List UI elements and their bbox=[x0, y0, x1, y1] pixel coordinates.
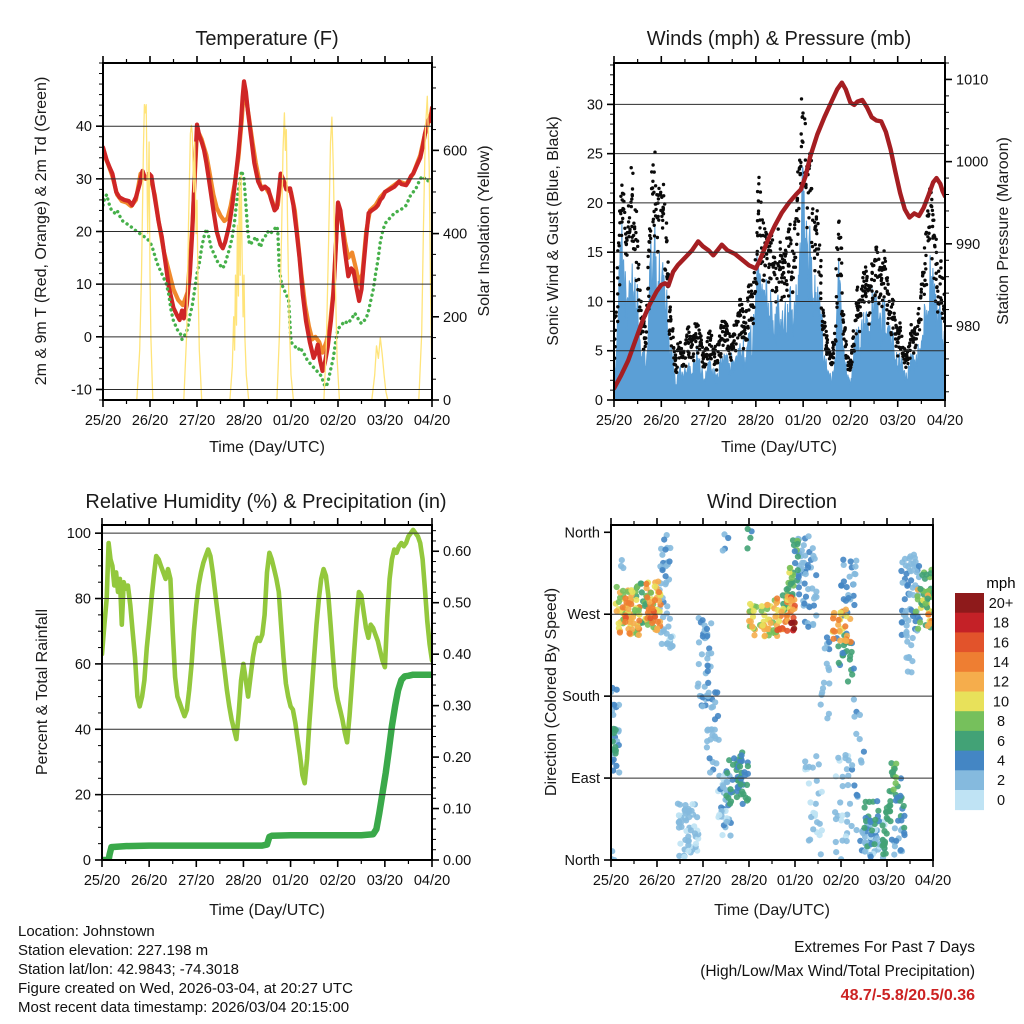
svg-text:600: 600 bbox=[443, 143, 468, 160]
svg-text:14: 14 bbox=[992, 654, 1010, 671]
svg-text:0: 0 bbox=[443, 393, 452, 409]
extremes-heading: Extremes For Past 7 Days bbox=[794, 939, 975, 956]
svg-text:25/20: 25/20 bbox=[83, 873, 121, 889]
svg-text:26/20: 26/20 bbox=[130, 873, 168, 889]
extremes-values: 48.7/-5.8/20.5/0.36 bbox=[840, 987, 975, 1004]
svg-text:20: 20 bbox=[586, 195, 603, 212]
svg-text:12: 12 bbox=[992, 674, 1010, 691]
axes-0 bbox=[71, 56, 467, 429]
series-total-rainfall bbox=[102, 675, 432, 860]
wind-direction-ylabel-left: Direction (Colored By Speed) bbox=[543, 587, 560, 797]
svg-text:27/20: 27/20 bbox=[178, 873, 215, 889]
svg-text:1000: 1000 bbox=[956, 154, 989, 171]
svg-text:0.10: 0.10 bbox=[443, 801, 472, 818]
humidity-ylabel-left: Percent & Total Rainfall bbox=[34, 608, 51, 776]
station-latlon: Station lat/lon: 42.9843; -74.3018 bbox=[18, 961, 240, 978]
svg-text:25/20: 25/20 bbox=[592, 873, 630, 889]
svg-text:40: 40 bbox=[75, 119, 92, 136]
svg-text:03/20: 03/20 bbox=[366, 413, 404, 429]
svg-text:25/20: 25/20 bbox=[84, 413, 122, 429]
svg-text:10: 10 bbox=[75, 277, 92, 294]
svg-text:60: 60 bbox=[74, 656, 91, 673]
svg-text:28/20: 28/20 bbox=[225, 413, 263, 429]
svg-text:03/20: 03/20 bbox=[366, 873, 404, 889]
svg-text:10: 10 bbox=[586, 294, 603, 311]
svg-text:400: 400 bbox=[443, 226, 468, 243]
svg-text:04/20: 04/20 bbox=[914, 873, 952, 889]
wind-direction-chart-title: Wind Direction bbox=[706, 491, 838, 513]
svg-text:10: 10 bbox=[992, 694, 1010, 711]
svg-text:6: 6 bbox=[996, 733, 1006, 750]
svg-text:40: 40 bbox=[74, 722, 91, 739]
speed-colorbar bbox=[955, 593, 1013, 810]
svg-text:0.00: 0.00 bbox=[443, 853, 472, 869]
svg-text:0.20: 0.20 bbox=[443, 750, 472, 767]
station-elevation: Station elevation: 227.198 m bbox=[18, 942, 209, 959]
most-recent-data-timestamp: Most recent data timestamp: 2026/03/04 20:15:00 bbox=[18, 999, 350, 1016]
temperature-series bbox=[103, 81, 432, 400]
svg-text:18: 18 bbox=[992, 615, 1010, 632]
svg-text:North: North bbox=[564, 525, 600, 542]
svg-text:04/20: 04/20 bbox=[926, 413, 964, 429]
extremes-subheading: (High/Low/Max Wind/Total Precipitation) bbox=[700, 963, 975, 980]
svg-text:26/20: 26/20 bbox=[638, 873, 676, 889]
winds-ylabel-left: Sonic Wind & Gust (Blue, Black) bbox=[545, 116, 562, 346]
series-relative-humidity bbox=[102, 530, 432, 783]
svg-text:16: 16 bbox=[992, 635, 1010, 652]
svg-text:20: 20 bbox=[74, 787, 91, 804]
svg-text:200: 200 bbox=[443, 309, 468, 326]
svg-text:1010: 1010 bbox=[956, 72, 989, 89]
svg-text:20: 20 bbox=[75, 224, 92, 241]
extremes-block bbox=[700, 936, 975, 1008]
svg-text:5: 5 bbox=[594, 343, 603, 360]
svg-text:26/20: 26/20 bbox=[131, 413, 169, 429]
svg-text:02/20: 02/20 bbox=[822, 873, 860, 889]
svg-text:North: North bbox=[564, 853, 600, 869]
svg-text:02/20: 02/20 bbox=[319, 873, 356, 889]
svg-text:0.60: 0.60 bbox=[443, 544, 472, 561]
humidity-series bbox=[102, 530, 432, 860]
svg-text:990: 990 bbox=[956, 236, 981, 253]
svg-text:0: 0 bbox=[996, 792, 1006, 809]
svg-text:West: West bbox=[567, 607, 600, 624]
figure-created-timestamp: Figure created on Wed, 2026-03-04, at 20:27 UTC bbox=[18, 980, 353, 997]
svg-text:0.40: 0.40 bbox=[443, 647, 472, 664]
svg-text:20+: 20+ bbox=[988, 595, 1014, 612]
svg-text:04/20: 04/20 bbox=[413, 413, 451, 429]
svg-text:04/20: 04/20 bbox=[413, 873, 451, 889]
svg-text:0: 0 bbox=[82, 853, 91, 869]
svg-text:30: 30 bbox=[586, 97, 603, 114]
svg-text:28/20: 28/20 bbox=[225, 873, 262, 889]
svg-text:80: 80 bbox=[74, 591, 91, 608]
svg-text:27/20: 27/20 bbox=[178, 413, 216, 429]
svg-text:100: 100 bbox=[66, 526, 91, 543]
svg-text:27/20: 27/20 bbox=[690, 413, 727, 429]
svg-text:0: 0 bbox=[83, 329, 92, 346]
svg-text:15: 15 bbox=[586, 245, 603, 262]
humidity-chart-title: Relative Humidity (%) & Precipitation (in) bbox=[85, 491, 447, 513]
svg-text:03/20: 03/20 bbox=[868, 873, 906, 889]
chart-layers bbox=[67, 56, 1014, 889]
svg-text:28/20: 28/20 bbox=[737, 413, 775, 429]
station-location: Location: Johnstown bbox=[18, 923, 155, 940]
temperature-ylabel-left: 2m & 9m T (Red, Orange) & 2m Td (Green) bbox=[33, 76, 50, 386]
svg-text:01/20: 01/20 bbox=[272, 873, 309, 889]
winds-series bbox=[611, 83, 947, 400]
svg-text:South: South bbox=[562, 689, 600, 706]
winds-ylabel-right: Station Pressure (Maroon) bbox=[995, 137, 1012, 325]
svg-text:03/20: 03/20 bbox=[879, 413, 916, 429]
svg-text:26/20: 26/20 bbox=[643, 413, 680, 429]
svg-text:02/20: 02/20 bbox=[832, 413, 869, 429]
temperature-chart-title: Temperature (F) bbox=[195, 28, 339, 50]
svg-text:25/20: 25/20 bbox=[595, 413, 633, 429]
svg-text:27/20: 27/20 bbox=[684, 873, 722, 889]
svg-text:4: 4 bbox=[996, 753, 1006, 770]
svg-text:30: 30 bbox=[75, 171, 92, 188]
svg-text:02/20: 02/20 bbox=[319, 413, 357, 429]
humidity-xlabel: Time (Day/UTC) bbox=[209, 902, 325, 919]
temperature-xlabel: Time (Day/UTC) bbox=[209, 439, 325, 456]
winds-chart-title: Winds (mph) & Pressure (mb) bbox=[646, 28, 912, 50]
svg-text:01/20: 01/20 bbox=[776, 873, 814, 889]
svg-text:-10: -10 bbox=[71, 382, 92, 399]
svg-text:0: 0 bbox=[594, 393, 603, 409]
svg-text:0.50: 0.50 bbox=[443, 595, 472, 612]
station-info bbox=[18, 922, 353, 1017]
colorbar-title: mph bbox=[986, 575, 1016, 592]
winds-xlabel: Time (Day/UTC) bbox=[721, 439, 837, 456]
svg-text:01/20: 01/20 bbox=[784, 413, 822, 429]
wind-direction-dots bbox=[608, 526, 936, 863]
wind-direction-xlabel: Time (Day/UTC) bbox=[714, 902, 830, 919]
svg-text:980: 980 bbox=[956, 319, 981, 336]
svg-text:East: East bbox=[570, 771, 600, 788]
svg-text:25: 25 bbox=[586, 146, 603, 163]
svg-text:28/20: 28/20 bbox=[730, 873, 768, 889]
temperature-ylabel-right: Solar Insolation (Yellow) bbox=[476, 145, 493, 317]
svg-text:01/20: 01/20 bbox=[272, 413, 310, 429]
svg-text:0.30: 0.30 bbox=[443, 698, 472, 715]
svg-text:2: 2 bbox=[996, 773, 1006, 790]
svg-text:8: 8 bbox=[996, 714, 1006, 731]
